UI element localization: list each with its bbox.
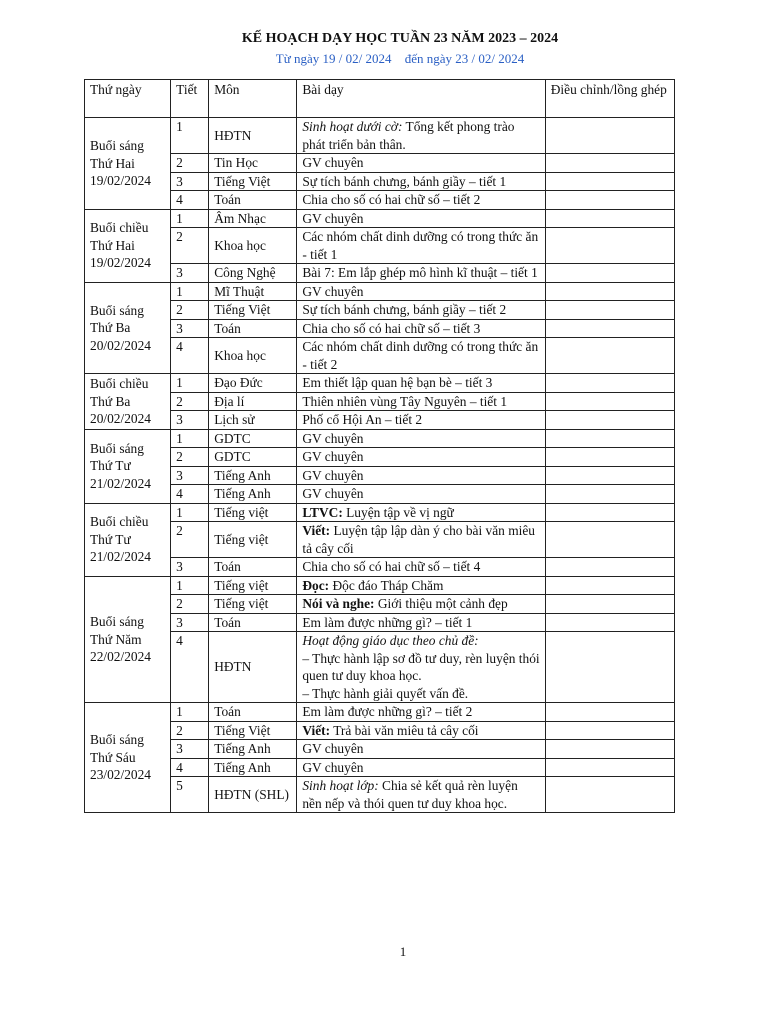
column-header-notes: Điều chỉnh/lồng ghép	[545, 80, 674, 118]
table-row	[85, 522, 675, 558]
page-number: 1	[399, 944, 407, 959]
lesson-text: GV chuyên	[302, 155, 364, 170]
session-label-line: 21/02/2024	[90, 549, 152, 565]
lesson-cell	[297, 466, 545, 485]
subject-cell: Toán	[209, 319, 297, 338]
session-label	[85, 374, 171, 430]
notes-cell	[545, 703, 674, 722]
date-from: Từ ngày 19 / 02/ 2024	[275, 51, 392, 66]
session-label-line: 22/02/2024	[90, 649, 152, 664]
session-label	[85, 703, 171, 813]
period-cell: 3	[171, 613, 209, 632]
session-label-line: 23/02/2024	[90, 767, 152, 783]
session-label	[85, 576, 171, 703]
session-label-line: Buổi sáng	[90, 302, 144, 318]
notes-cell	[545, 338, 674, 374]
notes-cell	[545, 758, 674, 777]
table-row	[85, 411, 675, 430]
lesson-cell	[297, 448, 545, 467]
session-label-line: Buổi sáng	[90, 614, 144, 629]
lesson-text: Phố cổ Hội An – tiết 2	[302, 412, 423, 427]
notes-cell	[545, 448, 674, 467]
table-header-row	[85, 80, 675, 118]
subject-cell: Toán	[209, 703, 297, 722]
session-label-line: 20/02/2024	[90, 411, 152, 426]
table-row	[85, 576, 675, 595]
notes-cell	[545, 191, 674, 210]
lesson-cell	[297, 374, 545, 393]
date-to: đến ngày 23 / 02/ 2024	[404, 51, 525, 66]
lesson-cell	[297, 228, 545, 264]
lesson-cell	[297, 191, 545, 210]
table-row	[85, 595, 675, 614]
table-row	[85, 721, 675, 740]
subject-cell: HĐTN	[209, 632, 297, 703]
subject-cell: Lịch sử	[209, 411, 297, 430]
period-cell: 3	[171, 740, 209, 759]
lesson-text: Viết:	[302, 523, 331, 538]
lesson-text: Viết:	[302, 722, 331, 738]
lesson-text: Em thiết lập quan hệ bạn bè – tiết 3	[302, 375, 493, 390]
notes-cell	[545, 503, 674, 522]
period-cell: 1	[171, 703, 209, 722]
lesson-cell	[297, 338, 545, 374]
period-cell: 2	[171, 595, 209, 614]
session-label	[85, 429, 171, 503]
table-row	[85, 338, 675, 374]
notes-cell	[545, 282, 674, 301]
lesson-text: Chia cho số có hai chữ số – tiết 3	[302, 320, 481, 336]
session-label-line: Buổi sáng	[90, 732, 144, 748]
table-row	[85, 172, 675, 191]
notes-cell	[545, 374, 674, 393]
subject-cell: Đạo Đức	[209, 374, 297, 393]
lesson-cell	[297, 503, 545, 522]
period-cell: 1	[171, 282, 209, 301]
lesson-text: Em làm được những gì? – tiết 1	[302, 614, 473, 630]
period-cell: 1	[171, 209, 209, 228]
session-label-line: Buổi chiều	[90, 376, 149, 391]
lesson-cell	[297, 411, 545, 430]
notes-cell	[545, 429, 674, 448]
subject-cell: Tiếng Việt	[209, 721, 297, 740]
lesson-cell	[297, 172, 545, 191]
table-row	[85, 282, 675, 301]
lesson-text: – Thực hành giải quyết vấn đề.	[302, 685, 469, 701]
lesson-cell	[297, 721, 545, 740]
lesson-text: GV chuyên	[302, 467, 364, 483]
table-row	[85, 777, 675, 813]
subject-cell: Tin Học	[209, 154, 297, 173]
period-cell: 2	[171, 228, 209, 264]
lesson-cell	[297, 613, 545, 632]
notes-cell	[545, 613, 674, 632]
lesson-text: Các nhóm chất dinh dưỡng có trong thức ăn - tiết 1	[302, 229, 539, 262]
session-label	[85, 503, 171, 576]
notes-cell	[545, 721, 674, 740]
notes-cell	[545, 411, 674, 430]
notes-cell	[545, 228, 674, 264]
subject-cell: HĐTN (SHL)	[209, 777, 297, 813]
subject-cell: Tiếng Anh	[209, 466, 297, 485]
notes-cell	[545, 632, 674, 703]
date-range	[0, 51, 768, 67]
period-cell: 1	[171, 374, 209, 393]
lesson-cell	[297, 209, 545, 228]
period-cell: 2	[171, 154, 209, 173]
period-cell: 4	[171, 758, 209, 777]
period-cell: 4	[171, 338, 209, 374]
notes-cell	[545, 522, 674, 558]
column-header-day: Thứ ngày	[85, 80, 171, 118]
period-cell: 2	[171, 721, 209, 740]
subject-cell: Khoa học	[209, 338, 297, 374]
period-cell: 4	[171, 485, 209, 504]
lesson-cell	[297, 429, 545, 448]
session-label-line: Thứ Tư	[90, 458, 131, 474]
period-cell: 2	[171, 448, 209, 467]
notes-cell	[545, 392, 674, 411]
lesson-text: Chia sẻ kết quả rèn luyện nền nếp và thói quen tư duy khoa học.	[302, 778, 518, 811]
column-header-subject: Môn	[209, 80, 297, 118]
subject-cell: Mĩ Thuật	[209, 282, 297, 301]
subject-cell: Tiếng Việt	[209, 301, 297, 320]
subject-cell: Tiếng Việt	[209, 172, 297, 191]
subject-cell: Công Nghệ	[209, 264, 297, 283]
notes-cell	[545, 154, 674, 173]
lesson-text: Chia cho số có hai chữ số – tiết 4	[302, 559, 481, 574]
lesson-text: Các nhóm chất dinh dưỡng có trong thức ăn - tiết 2	[302, 339, 539, 372]
lesson-text: Đọc:	[302, 577, 330, 593]
lesson-text: – Thực hành lập sơ đồ tư duy, rèn luyện thói quen tư duy khoa học.	[302, 650, 540, 683]
lesson-text: GV chuyên	[302, 741, 364, 756]
lesson-cell	[297, 301, 545, 320]
lesson-cell	[297, 118, 545, 154]
subject-cell: Khoa học	[209, 228, 297, 264]
period-cell: 5	[171, 777, 209, 813]
period-cell: 3	[171, 319, 209, 338]
table-row	[85, 429, 675, 448]
session-label-line: 19/02/2024	[90, 173, 152, 188]
subject-cell: Âm Nhạc	[209, 209, 297, 228]
lesson-cell	[297, 154, 545, 173]
notes-cell	[545, 319, 674, 338]
lesson-text: Giới thiệu một cảnh đẹp	[374, 596, 508, 611]
notes-cell	[545, 576, 674, 595]
lesson-text: GV chuyên	[302, 449, 364, 464]
session-label	[85, 118, 171, 210]
notes-cell	[545, 301, 674, 320]
table-row	[85, 466, 675, 485]
subject-cell: Tiếng việt	[209, 595, 297, 614]
table-row	[85, 758, 675, 777]
schedule-body	[85, 118, 675, 813]
session-label-line: Thứ Tư	[90, 531, 131, 547]
session-label-line: 19/02/2024	[90, 255, 152, 271]
lesson-text: Sinh hoạt dưới cờ:	[302, 119, 403, 134]
table-row	[85, 632, 675, 703]
lesson-cell	[297, 740, 545, 759]
session-label	[85, 282, 171, 374]
notes-cell	[545, 264, 674, 283]
lesson-text: Sự tích bánh chưng, bánh giầy – tiết 1	[302, 173, 507, 189]
lesson-cell	[297, 595, 545, 614]
subject-cell: Toán	[209, 613, 297, 632]
table-row	[85, 319, 675, 338]
period-cell: 3	[171, 172, 209, 191]
lesson-text: GV chuyên	[302, 210, 364, 226]
subject-cell: GDTC	[209, 429, 297, 448]
subject-cell: Tiếng Anh	[209, 758, 297, 777]
period-cell: 3	[171, 411, 209, 430]
session-label-line: Thứ Năm	[90, 631, 142, 647]
session-label-line: Thứ Ba	[90, 393, 131, 409]
table-row	[85, 703, 675, 722]
subject-cell: HĐTN	[209, 118, 297, 154]
lesson-cell	[297, 576, 545, 595]
table-row	[85, 228, 675, 264]
period-cell: 3	[171, 558, 209, 577]
notes-cell	[545, 558, 674, 577]
notes-cell	[545, 777, 674, 813]
notes-cell	[545, 466, 674, 485]
table-row	[85, 503, 675, 522]
schedule-table	[84, 79, 675, 813]
session-label-line: Buổi chiều	[90, 514, 149, 530]
lesson-cell	[297, 758, 545, 777]
session-label-line: 20/02/2024	[90, 337, 152, 353]
lesson-cell	[297, 392, 545, 411]
lesson-cell	[297, 522, 545, 558]
session-label-line: 21/02/2024	[90, 475, 152, 491]
lesson-cell	[297, 777, 545, 813]
table-row	[85, 374, 675, 393]
lesson-cell	[297, 632, 545, 703]
period-cell: 2	[171, 522, 209, 558]
lesson-cell	[297, 264, 545, 283]
subject-cell: Toán	[209, 558, 297, 577]
subject-cell: Địa lí	[209, 392, 297, 411]
lesson-text: Sinh hoạt lớp:	[302, 778, 379, 793]
session-label	[85, 209, 171, 282]
subject-cell: Tiếng việt	[209, 522, 297, 558]
table-row	[85, 118, 675, 154]
period-cell: 1	[171, 118, 209, 154]
lesson-text: GV chuyên	[302, 759, 364, 775]
notes-cell	[545, 118, 674, 154]
table-row	[85, 191, 675, 210]
lesson-text: Tổng kết phong trào phát triển bản thân.	[302, 119, 515, 152]
notes-cell	[545, 740, 674, 759]
lesson-cell	[297, 319, 545, 338]
subject-cell: Toán	[209, 191, 297, 210]
lesson-text: Nói và nghe:	[302, 596, 375, 611]
table-row	[85, 485, 675, 504]
period-cell: 4	[171, 191, 209, 210]
period-cell: 1	[171, 429, 209, 448]
session-label-line: Buổi sáng	[90, 440, 144, 456]
lesson-text: Luyện tập lập dàn ý cho bài văn miêu tả cây cối	[302, 523, 535, 556]
table-row	[85, 209, 675, 228]
lesson-cell	[297, 703, 545, 722]
period-cell: 1	[171, 503, 209, 522]
subject-cell: Tiếng việt	[209, 576, 297, 595]
lesson-text: Sự tích bánh chưng, bánh giầy – tiết 2	[302, 302, 507, 317]
subject-cell: Tiếng Anh	[209, 485, 297, 504]
lesson-text: Luyện tập về vị ngữ	[342, 504, 454, 520]
table-row	[85, 740, 675, 759]
table-row	[85, 558, 675, 577]
lesson-text: GV chuyên	[302, 430, 364, 446]
table-row	[85, 154, 675, 173]
lesson-text: Bài 7: Em lắp ghép mô hình kĩ thuật – tiết 1	[302, 265, 538, 280]
lesson-text: Hoạt động giáo dục theo chủ đề:	[302, 633, 479, 648]
session-label-line: Buổi sáng	[90, 138, 144, 153]
subject-cell: Tiếng Anh	[209, 740, 297, 759]
notes-cell	[545, 595, 674, 614]
lesson-text: Chia cho số có hai chữ số – tiết 2	[302, 192, 481, 207]
lesson-text: Trả bài văn miêu tả cây cối	[330, 722, 479, 738]
period-cell: 2	[171, 392, 209, 411]
period-cell: 2	[171, 301, 209, 320]
notes-cell	[545, 209, 674, 228]
session-label-line: Thứ Hai	[90, 155, 135, 171]
session-label-line: Buổi chiều	[90, 220, 149, 236]
table-row	[85, 448, 675, 467]
session-label-line: Thứ Sáu	[90, 749, 136, 765]
subject-cell: Tiếng việt	[209, 503, 297, 522]
period-cell: 1	[171, 576, 209, 595]
page-title: KẾ HOẠCH DẠY HỌC TUẦN 23 NĂM 2023 – 2024	[241, 31, 559, 46]
lesson-text: Độc đáo Tháp Chăm	[329, 577, 444, 593]
period-cell: 4	[171, 632, 209, 703]
lesson-text: GV chuyên	[302, 283, 364, 299]
column-header-period: Tiết	[171, 80, 209, 118]
lesson-text: GV chuyên	[302, 486, 364, 501]
lesson-cell	[297, 558, 545, 577]
table-row	[85, 264, 675, 283]
column-header-lesson: Bài dạy	[297, 80, 545, 118]
period-cell: 3	[171, 466, 209, 485]
notes-cell	[545, 172, 674, 191]
session-label-line: Thứ Ba	[90, 320, 131, 335]
lesson-cell	[297, 485, 545, 504]
lesson-text: LTVC:	[302, 504, 343, 520]
table-row	[85, 301, 675, 320]
table-row	[85, 613, 675, 632]
lesson-text: Em làm được những gì? – tiết 2	[302, 704, 473, 719]
table-row	[85, 392, 675, 411]
period-cell: 3	[171, 264, 209, 283]
subject-cell: GDTC	[209, 448, 297, 467]
lesson-cell	[297, 282, 545, 301]
session-label-line: Thứ Hai	[90, 237, 135, 253]
lesson-text: Thiên nhiên vùng Tây Nguyên – tiết 1	[302, 393, 508, 409]
notes-cell	[545, 485, 674, 504]
